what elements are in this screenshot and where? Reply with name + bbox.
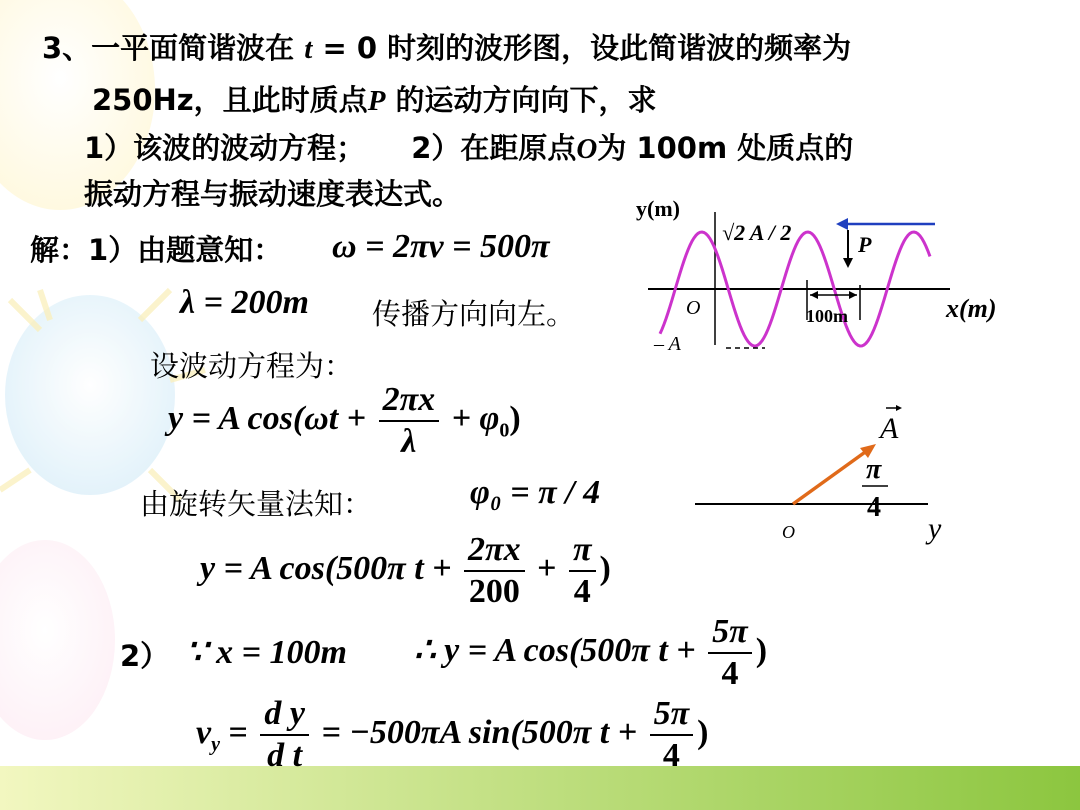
- problem-line-4: 振动方程与振动速度表达式。: [84, 177, 462, 211]
- propagation-direction: 传播方向向左。: [372, 297, 576, 331]
- sqrt-label: √2 A / 2: [722, 220, 792, 245]
- angle-num: π: [866, 454, 882, 485]
- vector-a-label: A: [880, 412, 899, 445]
- p-down-arrowhead: [843, 258, 853, 268]
- wave-graph: [630, 190, 1040, 365]
- phasor-axis-label: y: [928, 512, 942, 545]
- neg-a-label: – A: [654, 333, 681, 355]
- initial-phase-equation: φ₀ = π / 4: [470, 474, 601, 511]
- point-p-label: P: [858, 232, 872, 257]
- omega-equation: ω = 2πν = 500π: [332, 228, 550, 265]
- x-axis-label: x(m): [946, 294, 997, 323]
- vibration-equation: ∴ y = A cos(500π t + $\frac{5\pi}{4}$ ): [414, 613, 768, 692]
- wave-direction-arrowhead: [836, 218, 848, 230]
- problem-line-1: 3、一平面简谐波在 t = 0 时刻的波形图，设此简谐波的频率为: [42, 31, 852, 65]
- rotating-vector-text: 由旋转矢量法知：: [140, 487, 373, 521]
- rotating-vector: [793, 450, 868, 504]
- velocity-equation: $v_y$ = $\frac{\text{d y}}{\text{d t}}$ = −500πA sin(500π t + $\frac{5\pi}{4}$ ): [196, 695, 709, 774]
- general-wave-equation: y = A cos(ωt + $\frac{2\pi x}{\lambda}$ + $\varphi_0$): [168, 381, 521, 460]
- solution-part2-label: 2）: [120, 639, 170, 673]
- solution-part1-label: 解：1）由题意知：: [30, 233, 283, 267]
- position-condition: ∵ x = 100m: [186, 634, 347, 671]
- problem-line-3: 1）该波的波动方程； 2）在距原点O为 100m 处质点的: [84, 131, 854, 165]
- angle-den: 4: [867, 492, 881, 523]
- y-axis-label: y(m): [636, 196, 680, 221]
- wavelength-equation: λ = 200m: [180, 284, 309, 321]
- phasor-diagram: [690, 400, 980, 550]
- phasor-origin: O: [782, 522, 795, 542]
- distance-label: 100m: [806, 306, 848, 326]
- set-wave-equation: 设波动方程为：: [150, 349, 354, 383]
- origin-label: O: [686, 297, 701, 319]
- problem-line-2: 250Hz，且此时质点P 的运动方向向下，求: [92, 83, 657, 117]
- final-wave-equation: y = A cos(500π t + $\frac{2\pi x}{200}$ + $\frac{\pi}{4}$ ): [200, 531, 611, 610]
